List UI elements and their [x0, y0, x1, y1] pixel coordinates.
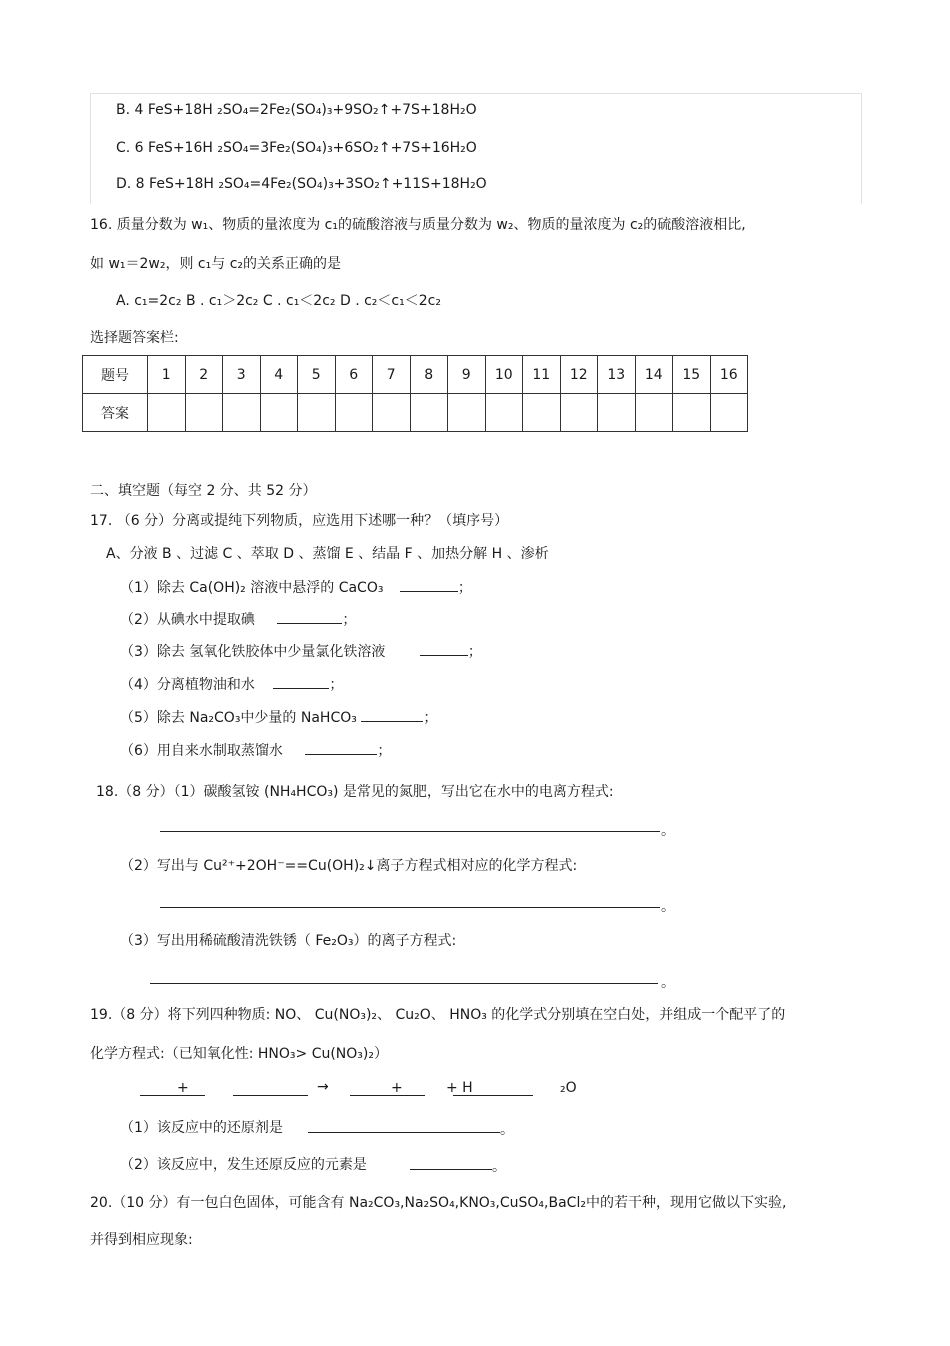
- semicolon: ；: [329, 677, 344, 693]
- question-number: 3: [223, 356, 261, 394]
- q18-part3: （3）写出用稀硫酸清洗铁锈（ Fe₂O₃）的离子方程式:: [120, 933, 457, 949]
- answer-cell[interactable]: [635, 394, 673, 432]
- water-o: ₂O: [560, 1080, 577, 1096]
- q16-options: A. c₁=2c₂ B . c₁＞2c₂ C . c₁＜2c₂ D . c₂＜c₁＜2c₂: [116, 293, 441, 309]
- q17-item-4: [120, 674, 343, 694]
- answer-cell[interactable]: [598, 394, 636, 432]
- question-number: 13: [598, 356, 636, 394]
- answer-table-header-row: [83, 356, 748, 394]
- q17-choices: A、分液 B 、过滤 C 、萃取 D 、蒸馏 E 、结晶 F 、加热分解 H 、渗析: [106, 546, 549, 562]
- q17-item-text: （3）除去 氢氧化铁胶体中少量氯化铁溶液: [120, 644, 386, 660]
- question-number: 15: [673, 356, 711, 394]
- semicolon: ；: [423, 710, 438, 726]
- answer-line[interactable]: [410, 1169, 492, 1170]
- answer-cell[interactable]: [710, 394, 748, 432]
- question-number: 2: [185, 356, 223, 394]
- section-title: 二、填空题（每空 2 分、共 52 分）: [90, 483, 317, 499]
- q17-item-5: [120, 707, 437, 727]
- q19-line2: 化学方程式:（已知氧化性: HNO₃> Cu(NO₃)₂）: [90, 1046, 388, 1062]
- answer-cell[interactable]: [373, 394, 411, 432]
- answer-cell[interactable]: [148, 394, 186, 432]
- q17-item-text: （2）从碘水中提取碘: [120, 612, 255, 628]
- q17-item-text: （5）除去 Na₂CO₃中少量的 NaHCO₃: [120, 710, 357, 726]
- answer-label: 答案: [83, 394, 148, 432]
- q17-item-6: [120, 740, 391, 760]
- answer-cell[interactable]: [298, 394, 336, 432]
- answer-blank[interactable]: [400, 577, 458, 592]
- q17-item-text: （1）除去 Ca(OH)₂ 溶液中悬浮的 CaCO₃: [120, 580, 384, 596]
- q16-stem-line2: 如 w₁＝2w₂，则 c₁与 c₂的关系正确的是: [90, 256, 342, 272]
- question-number: 4: [260, 356, 298, 394]
- q17-item-2: [120, 609, 356, 629]
- q17-item-1: [120, 577, 472, 597]
- semicolon: ；: [377, 743, 392, 759]
- q17-item-text: （6）用自来水制取蒸馏水: [120, 743, 283, 759]
- q16-stem-line1: 16. 质量分数为 w₁、物质的量浓度为 c₁的硫酸溶液与质量分数为 w₂、物质的量浓度为 c₂的硫酸溶液相比,: [90, 217, 746, 233]
- answer-cell[interactable]: [410, 394, 448, 432]
- answer-line[interactable]: [160, 831, 660, 832]
- answer-blank[interactable]: [305, 740, 377, 755]
- answer-blank[interactable]: [273, 674, 329, 689]
- water-h: + H: [446, 1080, 473, 1096]
- header-label: 题号: [83, 356, 148, 394]
- question-number: 14: [635, 356, 673, 394]
- question-number: 10: [485, 356, 523, 394]
- period: 。: [661, 823, 675, 839]
- equation-blank[interactable]: [140, 1095, 205, 1096]
- question-number: 9: [448, 356, 486, 394]
- period: 。: [661, 975, 675, 991]
- q17-item-3: [120, 641, 482, 661]
- answer-line[interactable]: [150, 983, 658, 984]
- equation-blank[interactable]: [233, 1095, 308, 1096]
- question-number: 12: [560, 356, 598, 394]
- q19-part1: （1）该反应中的还原剂是: [120, 1120, 283, 1136]
- answer-cell[interactable]: [223, 394, 261, 432]
- semicolon: ；: [467, 644, 482, 660]
- q18-stem: 18.（8 分）（1）碳酸氢铵 (NH₄HCO₃) 是常见的氮肥，写出它在水中的电离方程式:: [96, 784, 614, 800]
- q20-line2: 并得到相应现象:: [90, 1232, 193, 1248]
- q18-part2: （2）写出与 Cu²⁺+2OH⁻==Cu(OH)₂↓离子方程式相对应的化学方程式:: [120, 858, 578, 874]
- semicolon: ；: [457, 580, 472, 596]
- question-number: 16: [710, 356, 748, 394]
- q19-stem: 19.（8 分）将下列四种物质: NO、 Cu(NO₃)₂、 Cu₂O、 HNO₃ 的化学式分别填在空白处，并组成一个配平了的: [90, 1007, 786, 1023]
- answer-table: [82, 355, 748, 432]
- question-number: 5: [298, 356, 336, 394]
- question-number: 11: [523, 356, 561, 394]
- period: 。: [492, 1159, 506, 1175]
- reaction-arrow: →: [317, 1079, 329, 1095]
- answer-blank[interactable]: [361, 707, 423, 722]
- question-number: 6: [335, 356, 373, 394]
- answer-blank[interactable]: [420, 641, 468, 656]
- plus-sign: +: [177, 1080, 189, 1096]
- q20-stem: 20.（10 分）有一包白色固体，可能含有 Na₂CO₃,Na₂SO₄,KNO₃,CuSO₄,BaCl₂中的若干种，现用它做以下实验,: [90, 1195, 787, 1211]
- answer-cell[interactable]: [185, 394, 223, 432]
- period: 。: [661, 899, 675, 915]
- answer-blank[interactable]: [277, 609, 342, 624]
- answer-cell[interactable]: [523, 394, 561, 432]
- q19-part2: （2）该反应中，发生还原反应的元素是: [120, 1157, 367, 1173]
- plus-sign: +: [391, 1080, 403, 1096]
- option-d: D. 8 FeS+18H ₂SO₄=4Fe₂(SO₄)₃+3SO₂↑+11S+18H₂O: [116, 176, 487, 192]
- answer-line[interactable]: [160, 907, 660, 908]
- answer-table-answer-row: [83, 394, 748, 432]
- answer-line[interactable]: [308, 1132, 500, 1133]
- equation-blank[interactable]: [453, 1095, 533, 1096]
- question-number: 1: [148, 356, 186, 394]
- equation-blank[interactable]: [350, 1095, 425, 1096]
- q17-item-text: （4）分离植物油和水: [120, 677, 255, 693]
- option-c: C. 6 FeS+16H ₂SO₄=3Fe₂(SO₄)₃+6SO₂↑+7S+16H₂O: [116, 140, 477, 156]
- answer-cell[interactable]: [485, 394, 523, 432]
- q17-stem: 17. （6 分）分离或提纯下列物质，应选用下述哪一种？（填序号）: [90, 513, 509, 529]
- answer-sheet-title: 选择题答案栏:: [90, 330, 179, 346]
- question-number: 8: [410, 356, 448, 394]
- answer-cell[interactable]: [560, 394, 598, 432]
- answer-cell[interactable]: [448, 394, 486, 432]
- question-number: 7: [373, 356, 411, 394]
- answer-cell[interactable]: [260, 394, 298, 432]
- period: 。: [500, 1122, 514, 1138]
- answer-cell[interactable]: [673, 394, 711, 432]
- semicolon: ；: [342, 612, 357, 628]
- option-b: B. 4 FeS+18H ₂SO₄=2Fe₂(SO₄)₃+9SO₂↑+7S+18H₂O: [116, 102, 477, 118]
- answer-cell[interactable]: [335, 394, 373, 432]
